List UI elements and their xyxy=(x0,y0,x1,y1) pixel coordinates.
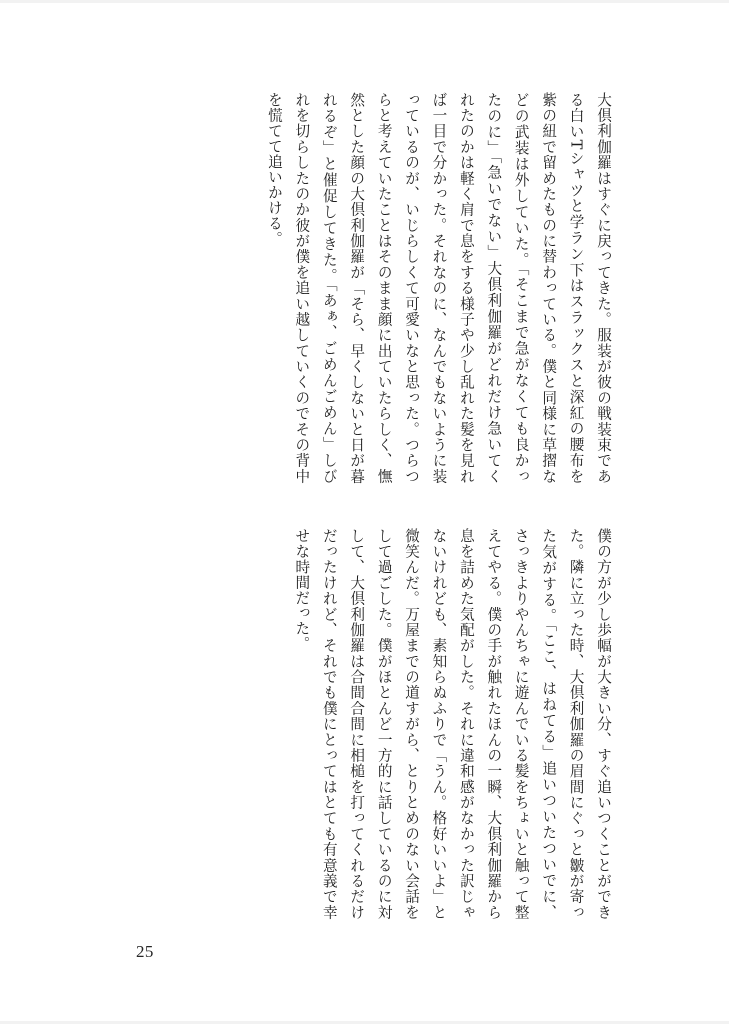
scan-edge-top xyxy=(0,0,729,3)
body-text-block-lower xyxy=(147,528,617,920)
body-text-block-upper xyxy=(147,92,617,484)
paragraph-upper: 大倶利伽羅はすぐに戻ってきた。服装が彼の戦装束である白いTシャツと学ラン下はスラックスと深紅の腰布を紫の紐で留めたものに替わっている。僕と同様に草摺などの武装は外していた。「そこまで急がなくても良かったのに」「急いでない」大倶利伽羅がどれだけ急いてくれたのかは軽く肩で息をする様子や少し乱れた髪を見れば一目で分かった。それなのに、なんでもないように装っているのが、いじらしくて可愛いなと思った。つらつらと考えていたことはそのまま顔に出ていたらしく、憮然とした顔の大倶利伽羅が「そら、早くしないと日が暮れるぞ」と催促してきた。「あぁ、ごめんごめん」しびれを切らしたのか彼が僕を追い越していくのでその背中を慌てて追いかける。 xyxy=(265,92,612,484)
paragraph-lower: 僕の方が少し歩幅が大きい分、すぐ追いつくことができた。隣に立った時、大倶利伽羅の眉間にぐっと皺が寄った気がする。「ここ、はねてる」追いついたついでに、さっきよりやんちゃに遊んでいる髪をちょいと触って整えてやる。僕の手が触れたほんの一瞬、大倶利伽羅から息を詰めた気配がした。それに違和感がなかった訳じゃないけれども、素知らぬふりで「うん。格好いいよ」と微笑んだ。万屋までの道すがら、とりとめのない会話をして過ごした。僕がほとんど一方的に話しているのに対して、大倶利伽羅は合間合間に相槌を打ってくれるだけだったけれど、それでも僕にとってはとても有意義で幸せな時間だった。 xyxy=(293,528,612,920)
page-number: 25 xyxy=(136,942,154,961)
